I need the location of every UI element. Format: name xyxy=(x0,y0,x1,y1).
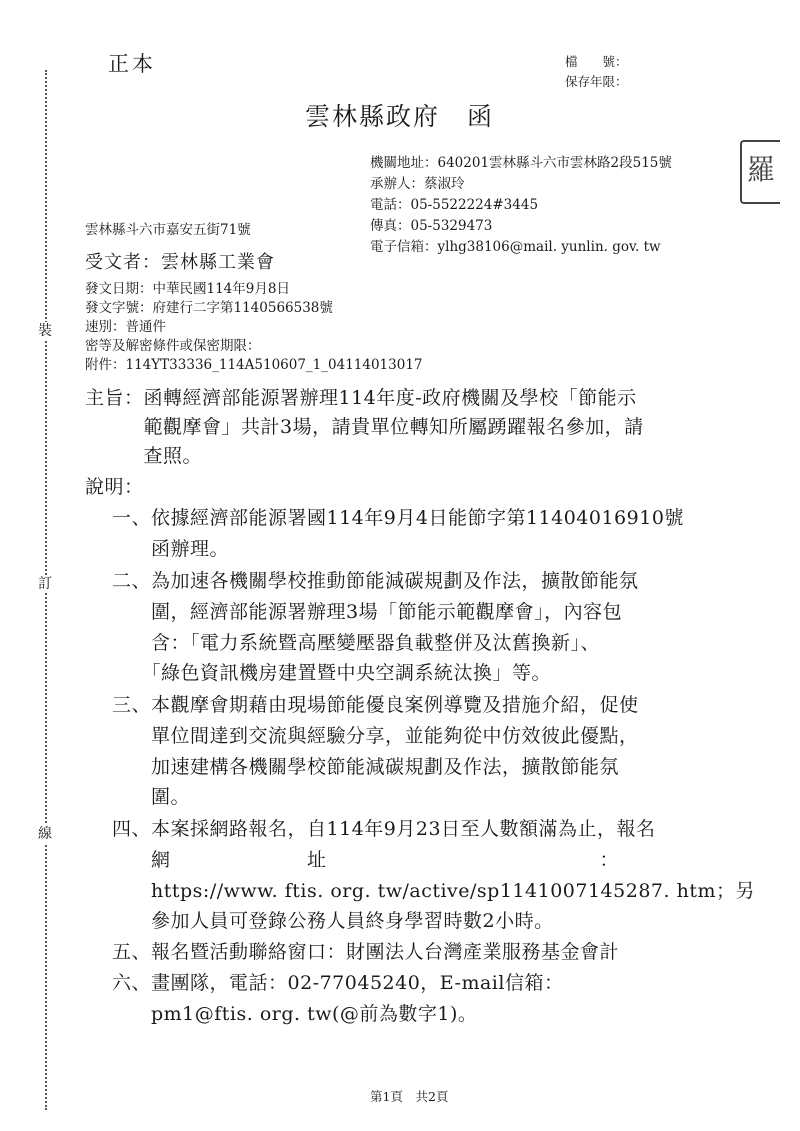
explanation-item-3-line-2: 單位間達到交流與經驗分享，並能夠從中仿效彼此優點， xyxy=(112,725,639,747)
file-number-label: 檔 號： xyxy=(565,54,628,69)
subject-line-3: 查照。 xyxy=(85,445,203,467)
binding-mark-xian: 線 xyxy=(38,826,52,842)
explanation-item-2-line-1: 二、為加速各機關學校推動節能減碳規劃及作法，擴散節能氛 xyxy=(112,570,639,592)
fax: 傳真：05-5329473 xyxy=(370,218,493,234)
explanation-label: 說明： xyxy=(85,476,144,498)
explanation-item-4-line-4: 參加人員可登錄公務人員終身學習時數2小時。 xyxy=(112,910,554,932)
recipient-address: 雲林縣斗六市嘉安五街71號 xyxy=(85,222,251,238)
agency-address: 機關地址：640201雲林縣斗六市雲林路2段515號 xyxy=(370,155,672,171)
explanation-item-4-line-1: 四、本案採網路報名，自114年9月23日至人數額滿為止，報名 xyxy=(112,818,656,840)
explanation-item-3-line-3: 加速建構各機關學校節能減碳規劃及作法，擴散節能氛 xyxy=(112,756,620,778)
issue-date: 發文日期：中華民國114年9月8日 xyxy=(85,281,290,297)
secrecy-level: 密等及解密條件或保密期限： xyxy=(85,338,261,354)
binding-mark-ding: 訂 xyxy=(38,576,52,592)
explanation-item-4-line-2: 網 址 ： xyxy=(112,849,620,871)
copy-mark: 正本 xyxy=(108,52,156,76)
explanation-item-3-line-4: 圍。 xyxy=(112,786,191,808)
explanation-item-1-line-1: 一、依據經濟部能源署國114年9月4日能節字第11404016910號 xyxy=(112,507,684,529)
explanation-item-5-line-2: 六、畫團隊，電話：02-77045240，E-mail信箱： xyxy=(112,972,564,994)
document-number: 發文字號：府建行二字第1140566538號 xyxy=(85,300,333,316)
attachment: 附件：114YT33336_114A510607_1_04114013017 xyxy=(85,357,423,373)
explanation-item-5-line-3: pm1@ftis. org. tw(@前為數字1)。 xyxy=(112,1003,478,1025)
recipient: 受文者：雲林縣工業會 xyxy=(85,252,275,273)
explanation-item-2-line-3: 含：「電力系統暨高壓變壓器負載整併及汰舊換新」、 xyxy=(112,632,601,654)
phone: 電話：05-5522224#3445 xyxy=(370,197,539,213)
binding-mark-zhuang: 裝 xyxy=(38,323,52,339)
explanation-item-4-line-3: https://www. ftis. org. tw/active/sp1141007145287. htm；另 xyxy=(112,880,755,902)
side-stamp: 羅 xyxy=(740,140,780,204)
delivery-speed: 速別：普通件 xyxy=(85,319,166,335)
explanation-item-5-line-1: 五、報名暨活動聯絡窗口：財團法人台灣產業服務基金會計 xyxy=(112,941,620,963)
explanation-item-3-line-1: 三、本觀摩會期藉由現場節能優良案例導覽及措施介紹，促使 xyxy=(112,694,639,716)
subject-line-1: 主旨：函轉經濟部能源署辦理114年度-政府機關及學校「節能示 xyxy=(85,387,637,409)
handler: 承辦人：蔡淑玲 xyxy=(370,176,465,192)
explanation-item-2-line-4: 「綠色資訊機房建置暨中央空調系統汰換」等。 xyxy=(112,662,552,684)
explanation-item-2-line-2: 圍，經濟部能源署辦理3場「節能示範觀摩會」，內容包 xyxy=(112,601,623,623)
explanation-item-1-line-2: 函辦理。 xyxy=(112,538,230,560)
subject-line-2: 範觀摩會」共計3場，請貴單位轉知所屬踴躍報名參加，請 xyxy=(85,416,644,438)
page-footer: 第1頁 共2頁 xyxy=(370,1089,449,1104)
email: 電子信箱：ylhg38106@mail. yunlin. gov. tw xyxy=(370,239,661,255)
retention-period-label: 保存年限： xyxy=(565,74,628,89)
document-title: 雲林縣政府 函 xyxy=(305,102,495,131)
